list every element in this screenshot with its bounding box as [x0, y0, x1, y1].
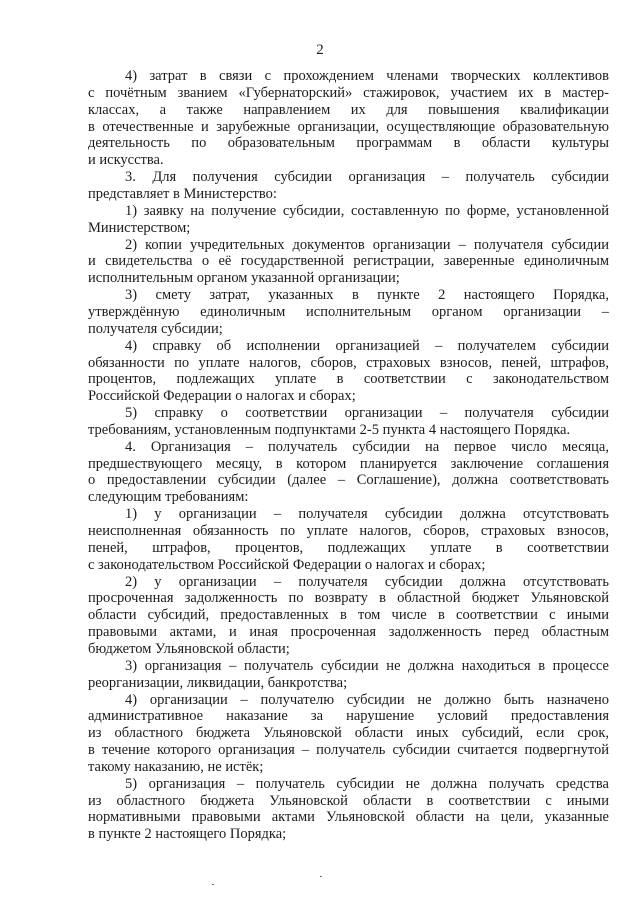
- text-line: 4) организации – получателю субсидии не должно быть назначено: [125, 691, 609, 708]
- text-line: с почётным званием «Губернаторский» стажировок, участием их в мастер-: [88, 84, 609, 101]
- text-line: 3. Для получения субсидии организация – получатель субсидии: [125, 169, 609, 186]
- text-line: из областного бюджета Ульяновской области иных субсидий, если срок,: [88, 725, 609, 742]
- text-line: классах, а также направлением их для повышения квалификации: [88, 101, 609, 118]
- text-line: 3) организация – получатель субсидии не должна находиться в процессе: [125, 657, 609, 674]
- text-line: 2) копии учредительных документов организации – получателя субсидии: [125, 236, 609, 253]
- text-line: в пункте 2 настоящего Порядка;: [88, 826, 287, 843]
- text-line: нормативными правовыми актами Ульяновской области на цели, указанные: [88, 809, 609, 826]
- text-line: утверждённую единоличным исполнительным органом организации –: [88, 303, 609, 320]
- text-line: исполнительным органом указанной организации;: [88, 270, 400, 287]
- text-line: процентов, подлежащих уплате в соответствии с законодательством: [88, 371, 609, 388]
- text-line: правовыми актами, и иная просроченная задолженность перед областным: [88, 624, 609, 641]
- text-line: из областного бюджета Ульяновской области в соответствии с иными: [88, 792, 609, 809]
- text-line: административное наказание за нарушение условий предоставления: [88, 708, 609, 725]
- text-line: представляет в Министерство:: [88, 186, 277, 202]
- scan-speck: [320, 876, 322, 877]
- text-line: следующим требованиям:: [88, 489, 249, 506]
- text-line: бюджетом Ульяновской области;: [88, 640, 290, 657]
- scan-speck: [212, 884, 214, 885]
- text-line: 4. Организация – получатель субсидии на первое число месяца,: [125, 438, 609, 455]
- text-line: и свидетельства о её государственной регистрации, заверенные единоличным: [88, 253, 609, 270]
- text-line: просроченная задолженность по возврату в областной бюджет Ульяновской: [88, 590, 609, 607]
- text-line: 2) у организации – получателя субсидии должна отсутствовать: [125, 573, 609, 590]
- page-number: 2: [316, 42, 324, 58]
- text-line: с законодательством Российской Федерации о налогах и сборах;: [88, 556, 486, 573]
- text-line: 3) смету затрат, указанных в пункте 2 настоящего Порядка,: [125, 287, 609, 304]
- text-line: неисполненная обязанность по уплате налогов, сборов, страховых взносов,: [88, 523, 609, 539]
- text-line: деятельность по образовательным программам в области культуры: [88, 135, 609, 152]
- text-line: предшествующего месяцу, в котором планируется заключение соглашения: [88, 455, 609, 472]
- text-line: 5) организация – получатель субсидии не должна получать средства: [125, 775, 609, 792]
- text-line: обязанности по уплате налогов, сборов, страховых взносов, пеней, штрафов,: [88, 354, 609, 371]
- text-line: и искусства.: [88, 152, 164, 169]
- text-line: получателя субсидии;: [88, 320, 223, 337]
- text-line: реорганизации, ликвидации, банкротства;: [88, 674, 348, 691]
- text-line: такому наказанию, не истёк;: [88, 758, 264, 775]
- text-line: 1) заявку на получение субсидии, составленную по форме, установленной: [125, 202, 609, 219]
- text-line: пеней, штрафов, процентов, подлежащих уплате в соответствии: [88, 539, 609, 556]
- text-line: 1) у организации – получателя субсидии должна отсутствовать: [125, 506, 609, 523]
- text-line: 5) справку о соответствии организации – получателя субсидии: [125, 405, 609, 421]
- text-line: в течение которого организация – получатель субсидии считается подвергнутой: [88, 742, 609, 758]
- text-line: области субсидий, предоставленных в том числе в соответствии с иными: [88, 607, 609, 624]
- text-line: 4) затрат в связи с прохождением членами творческих коллективов: [125, 68, 609, 84]
- text-line: в отечественные и зарубежные организации, осуществляющие образовательную: [88, 118, 609, 135]
- text-line: Российской Федерации о налогах и сборах;: [88, 388, 356, 405]
- text-line: требованиям, установленным подпунктами 2-5 пункта 4 настоящего Порядка.: [88, 421, 571, 438]
- text-line: 4) справку об исполнении организацией – получателем субсидии: [125, 337, 609, 354]
- text-line: о предоставлении субсидии (далее – Соглашение), должна соответствовать: [88, 472, 609, 489]
- text-line: Министерством;: [88, 219, 191, 236]
